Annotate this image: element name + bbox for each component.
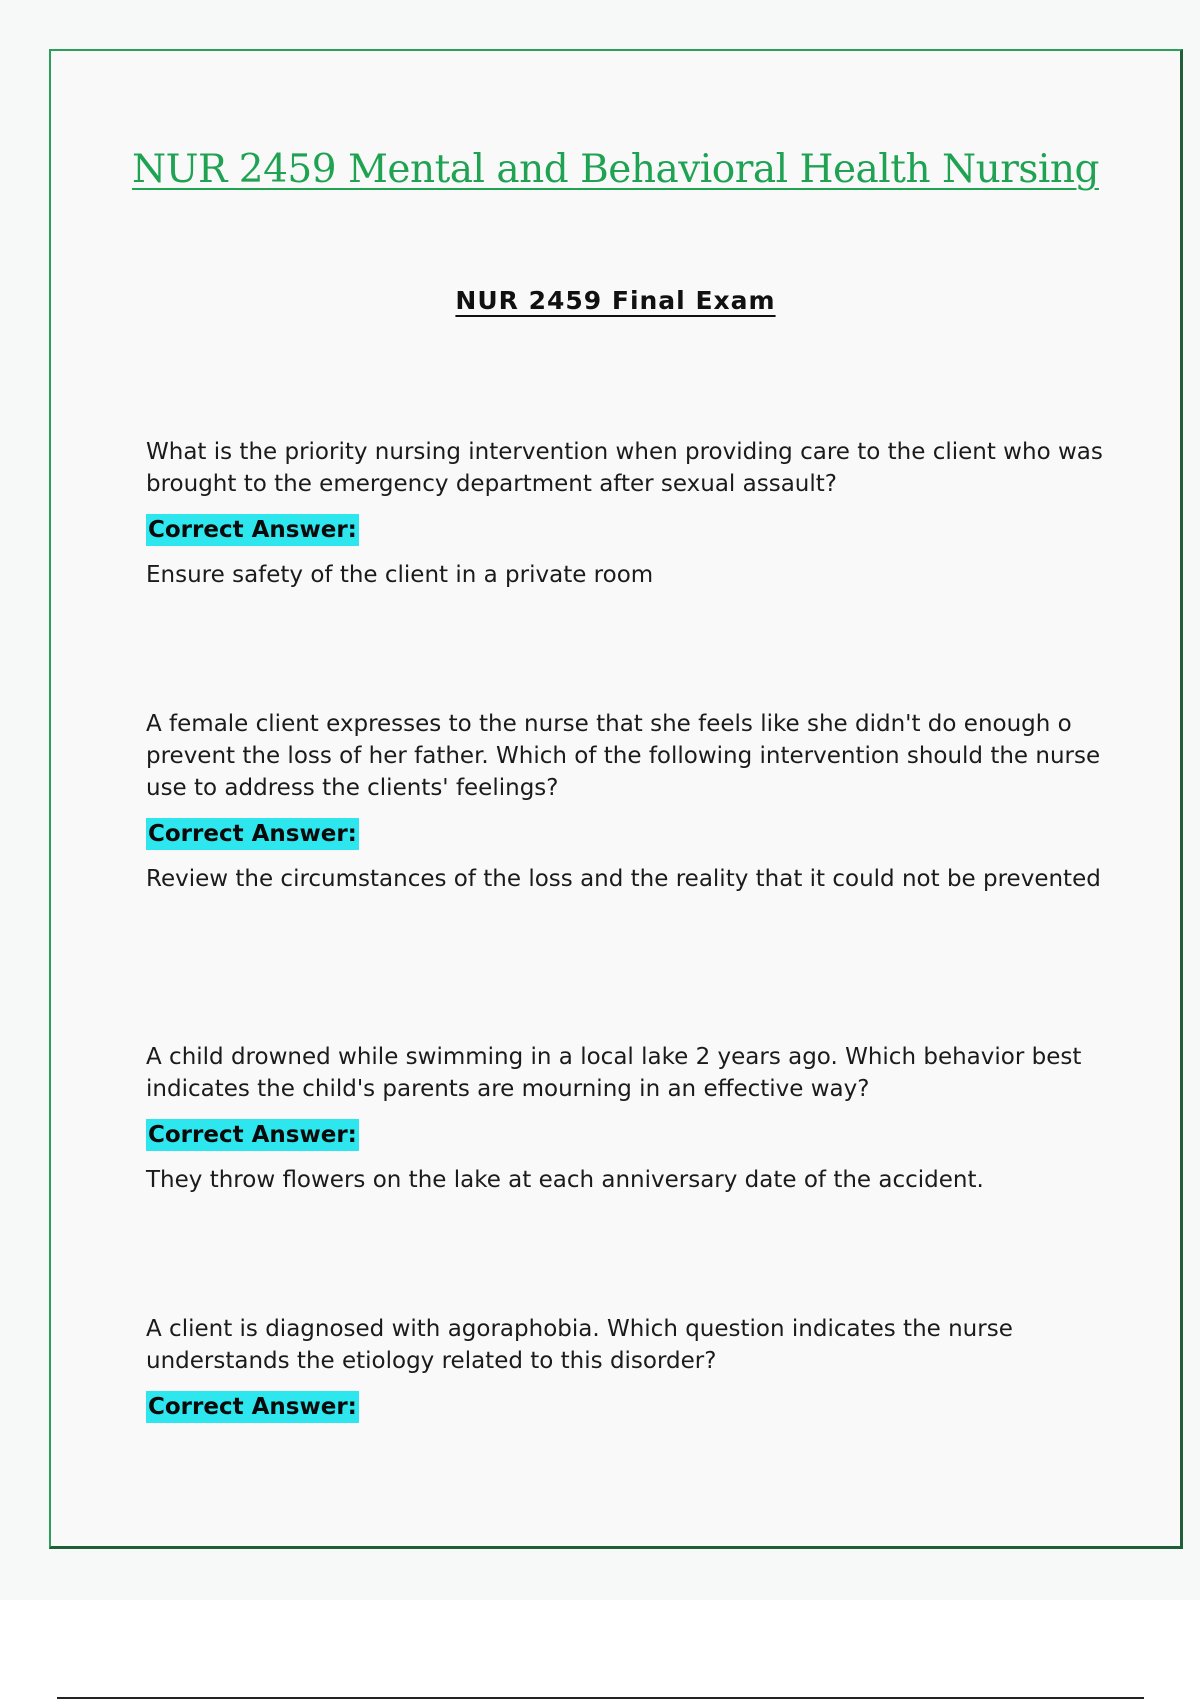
question-text: A child drowned while swimming in a local lake 2 years ago. Which behavior best indicates the child's parents are mourning in an effective way?: [146, 1044, 1082, 1102]
correct-answer-label: Correct Answer:: [146, 1119, 359, 1151]
correct-answer-label: Correct Answer:: [146, 1391, 359, 1423]
question-text: A female client expresses to the nurse that she feels like she didn't do enough o prevent the loss of her father. Which of the following intervention should the nurse use to address the clients' feelings?: [146, 711, 1101, 801]
page-bottom-area: [0, 1600, 1200, 1700]
bottom-divider: [57, 1697, 1144, 1699]
qa-item-3: [146, 1041, 1126, 1196]
qa-item-2: [146, 708, 1126, 895]
document-page: [49, 49, 1183, 1549]
correct-answer-label: Correct Answer:: [146, 514, 359, 546]
answer-text: Review the circumstances of the loss and the reality that it could not be prevented: [146, 866, 1101, 892]
correct-answer-label: Correct Answer:: [146, 818, 359, 850]
document-title: NUR 2459 Mental and Behavioral Health Nursing: [132, 147, 1099, 192]
qa-item-1: [146, 436, 1126, 591]
answer-text: Ensure safety of the client in a private room: [146, 562, 654, 588]
answer-text: They throw flowers on the lake at each anniversary date of the accident.: [146, 1167, 984, 1193]
qa-item-4: [146, 1313, 1126, 1437]
question-text: What is the priority nursing intervention when providing care to the client who was brought to the emergency department after sexual assault?: [146, 439, 1103, 497]
exam-title: NUR 2459 Final Exam: [455, 286, 776, 315]
question-text: A client is diagnosed with agoraphobia. Which question indicates the nurse understands the etiology related to this disorder?: [146, 1316, 1013, 1374]
